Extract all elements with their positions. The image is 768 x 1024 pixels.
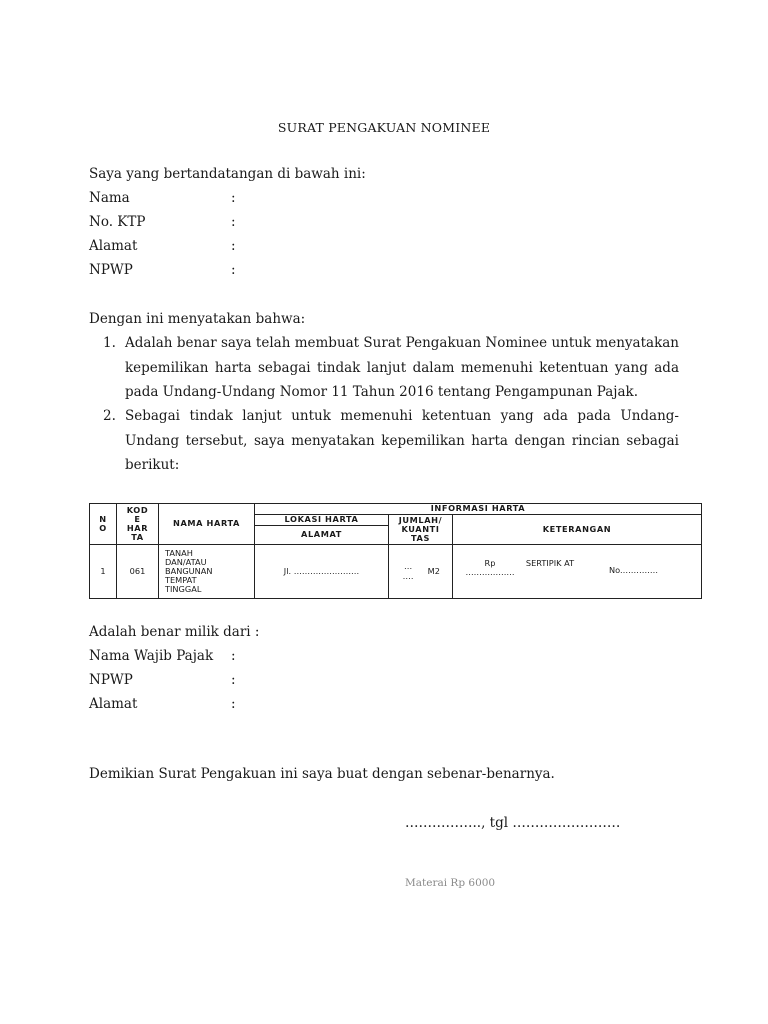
header-informasi-harta: INFORMASI HARTA (255, 504, 702, 515)
field-label: Nama Wajib Pajak (89, 648, 214, 664)
field-colon: : (231, 190, 236, 206)
cell-nilai: Rp ……………… (465, 558, 515, 578)
field-colon: : (231, 696, 236, 712)
field-label: NPWP (89, 672, 133, 688)
cell-no: 1 (90, 545, 117, 599)
header-nama-harta: NAMA HARTA (159, 504, 255, 545)
header-jumlah-text: JUMLAH/ KUANTI TAS (398, 514, 443, 544)
header-keterangan: KETERANGAN (453, 515, 702, 545)
point-text: Sebagai tindak lanjut untuk memenuhi ketentuan yang ada pada Undang-Undang tersebut, saya menyatakan kepemilikan harta dengan rincian sebagai berikut: (125, 408, 679, 473)
field-colon: : (231, 648, 236, 664)
field-label: Alamat (89, 238, 138, 254)
header-kode (117, 504, 159, 545)
point-number: 2. (103, 408, 116, 424)
table-row (90, 545, 702, 599)
field-ktp (89, 214, 236, 230)
field-label: Nama (89, 190, 130, 206)
field-alamat (89, 238, 236, 254)
point-text: Adalah benar saya telah membuat Surat Pengakuan Nominee untuk menyatakan kepemilikan harta sebagai tindak lanjut dalam memenuhi ketentuan yang ada pada Undang-Undang Nomor 11 Tahun 2016 tentang Pengampunan Pajak. (125, 335, 679, 400)
cell-jumlah (389, 545, 453, 599)
field-nama (89, 190, 236, 206)
field-label: Alamat (89, 696, 138, 712)
field-colon: : (231, 672, 236, 688)
cell-sertipikat: SERTIPIK AT (525, 558, 575, 568)
owner-field-alamat (89, 696, 236, 712)
cell-nama-harta (159, 545, 255, 599)
materai-label: Materai Rp 6000 (405, 877, 496, 889)
field-colon: : (231, 238, 236, 254)
asset-table (89, 503, 702, 599)
point-number: 1. (103, 335, 116, 351)
header-no (90, 504, 117, 545)
cell-keterangan (453, 545, 702, 599)
owner-field-nama (89, 648, 236, 664)
field-colon: : (231, 214, 236, 230)
field-label: NPWP (89, 262, 133, 278)
header-jumlah (389, 515, 453, 545)
header-no-text: N O (99, 513, 107, 533)
field-label: No. KTP (89, 214, 146, 230)
closing-statement: Demikian Surat Pengakuan ini saya buat dengan sebenar-benarnya. (89, 766, 555, 782)
header-kode-text: KOD E HAR TA (126, 504, 149, 543)
field-colon: : (231, 262, 236, 278)
cell-kode: 061 (117, 545, 159, 599)
declaration-intro: Dengan ini menyatakan bahwa: (89, 311, 306, 327)
cell-nomor: No.…………. (609, 565, 658, 575)
cell-nama-harta-text: TANAH DAN/ATAU BANGUNAN TEMPAT TINGGAL (165, 547, 213, 595)
document-title: SURAT PENGAKUAN NOMINEE (277, 120, 491, 135)
cell-alamat: Jl. …………………… (255, 545, 389, 599)
owner-field-npwp (89, 672, 236, 688)
owner-intro: Adalah benar milik dari : (89, 624, 260, 640)
cell-jumlah-unit: M2 (427, 565, 440, 576)
field-npwp (89, 262, 236, 278)
intro-text: Saya yang bertandatangan di bawah ini: (89, 166, 366, 182)
cell-jumlah-dots: … …. (402, 561, 414, 581)
header-alamat: ALAMAT (255, 526, 389, 545)
header-lokasi-harta: LOKASI HARTA (255, 515, 389, 526)
place-date: …………….., tgl …………………… (405, 815, 621, 831)
